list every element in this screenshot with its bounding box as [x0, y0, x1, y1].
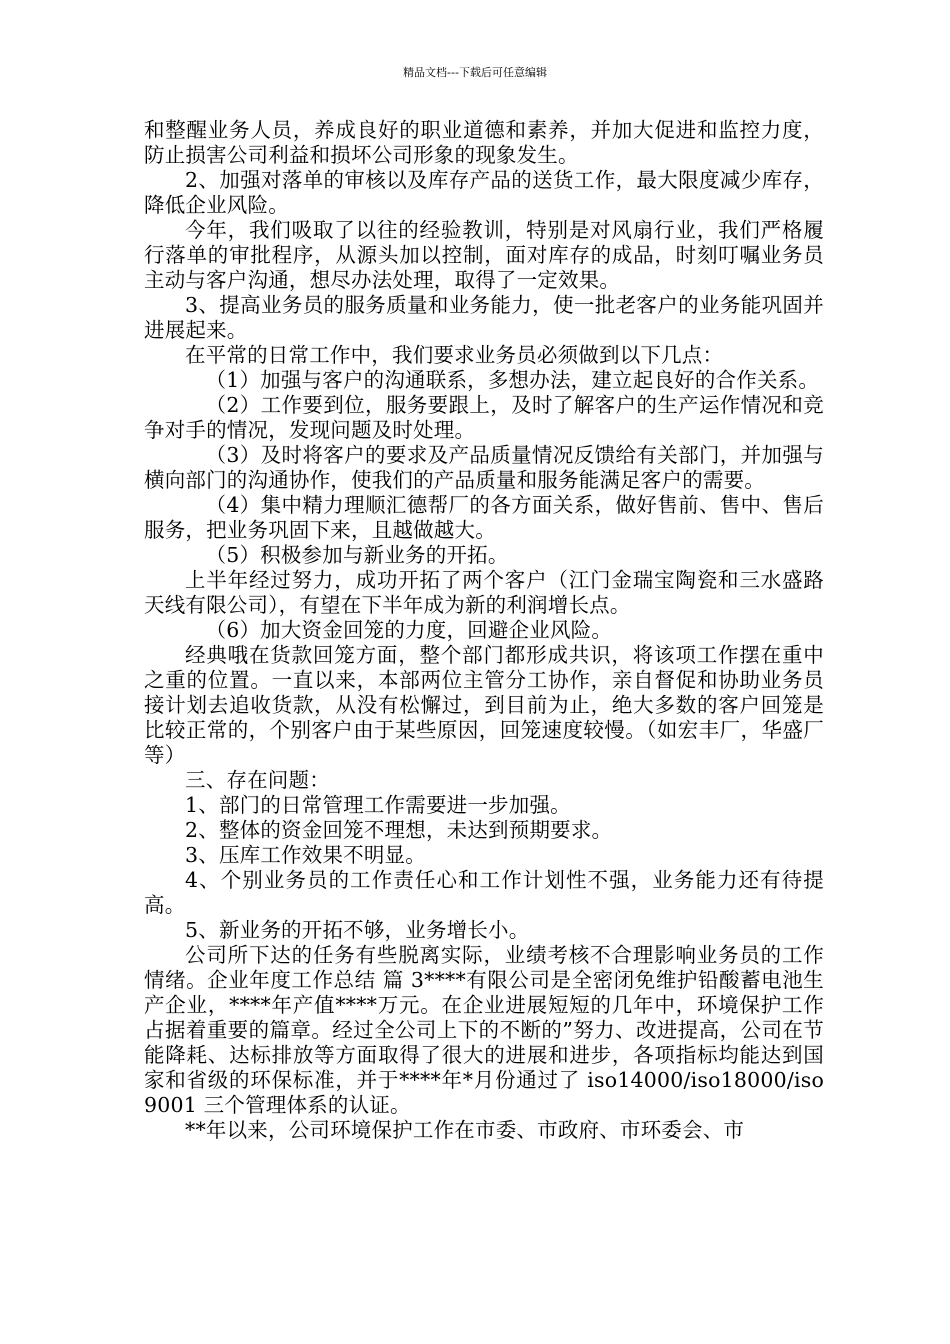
issue-5: 5、新业务的开拓不够，业务增长小。	[185, 918, 530, 942]
list-item-1: （1）加强与客户的沟通联系，多想办法，建立起良好的合作关系。	[205, 368, 820, 392]
list-item-3: （3）及时将客户的要求及产品质量情况反馈给有关部门，并加强与横向部门的沟通协作，使我们的产品质量和服务能满足客户的需要。	[144, 443, 824, 492]
paragraph-3: 今年，我们吸取了以往的经验教训，特别是对风扇行业，我们严格履行落单的审批程序，从源头加以控制，面对库存的成品，时刻叮嘱业务员主动与客户沟通，想尽办法处理，取得了一定效果。	[144, 218, 824, 292]
paragraph-5: 在平常的日常工作中，我们要求业务员必须做到以下几点：	[185, 343, 724, 367]
list-item-6: （6）加大资金回笼的力度，回避企业风险。	[205, 618, 613, 642]
list-item-4: （4）集中精力理顺汇德帮厂的各方面关系，做好售前、售中、售后服务，把业务巩固下来，且越做越大。	[144, 493, 824, 542]
paragraph-2: 2、加强对落单的审核以及库存产品的送货工作，最大限度减少库存，降低企业风险。	[144, 168, 824, 217]
document-body	[144, 118, 824, 1143]
paragraph-7: 经典哦在货款回笼方面，整个部门都形成共识，将该项工作摆在重中之重的位置。一直以来，本部两位主管分工协作，亲自督促和协助业务员接计划去追收货款，从没有松懈过，到目前为止，绝大多数的客户回笼是比较正常的，个别客户由于某些原因，回笼速度较慢。（如宏丰厂，华盛厂等）	[144, 643, 824, 767]
paragraph-9: **年以来，公司环境保护工作在市委、市政府、市环委会、市	[185, 1118, 745, 1142]
issue-3: 3、压库工作效果不明显。	[185, 843, 426, 867]
page-header: 精品文档---下载后可任意编辑	[403, 66, 547, 79]
list-item-2: （2）工作要到位，服务要跟上，及时了解客户的生产运作情况和竞争对手的情况，发现问题及时处理。	[144, 393, 824, 442]
section-heading: 三、存在问题：	[185, 768, 330, 792]
paragraph-1: 和整醒业务人员，养成良好的职业道德和素养，并加大促进和监控力度，防止损害公司利益和损坏公司形象的现象发生。	[144, 118, 824, 167]
paragraph-4: 3、提高业务员的服务质量和业务能力，使一批老客户的业务能巩固并进展起来。	[144, 293, 824, 342]
issue-4: 4、个别业务员的工作责任心和工作计划性不强，业务能力还有待提高。	[144, 868, 824, 917]
list-item-5: （5）积极参加与新业务的开拓。	[205, 543, 509, 567]
paragraph-8: 公司所下达的任务有些脱离实际，业绩考核不合理影响业务员的工作情绪。企业年度工作总结 篇 3****有限公司是全密闭免维护铅酸蓄电池生产企业，****年产值****万元。在企业进展短短的几年中，环境保护工作占据着重要的篇章。经过全公司上下的不断的”努力、改进提高，公司在节能降耗、达标排放等方面取得了很大的进展和进步，各项指标均能达到国家和省级的环保标准，并于****年*月份通过了 iso14000/iso18000/iso9001 三个管理体系的认证。	[144, 943, 824, 1117]
issue-1: 1、部门的日常管理工作需要进一步加强。	[185, 793, 571, 817]
issue-2: 2、整体的资金回笼不理想，未达到预期要求。	[185, 818, 613, 842]
paragraph-6: 上半年经过努力，成功开拓了两个客户（江门金瑞宝陶瓷和三水盛路天线有限公司），有望在下半年成为新的利润增长点。	[144, 568, 824, 617]
